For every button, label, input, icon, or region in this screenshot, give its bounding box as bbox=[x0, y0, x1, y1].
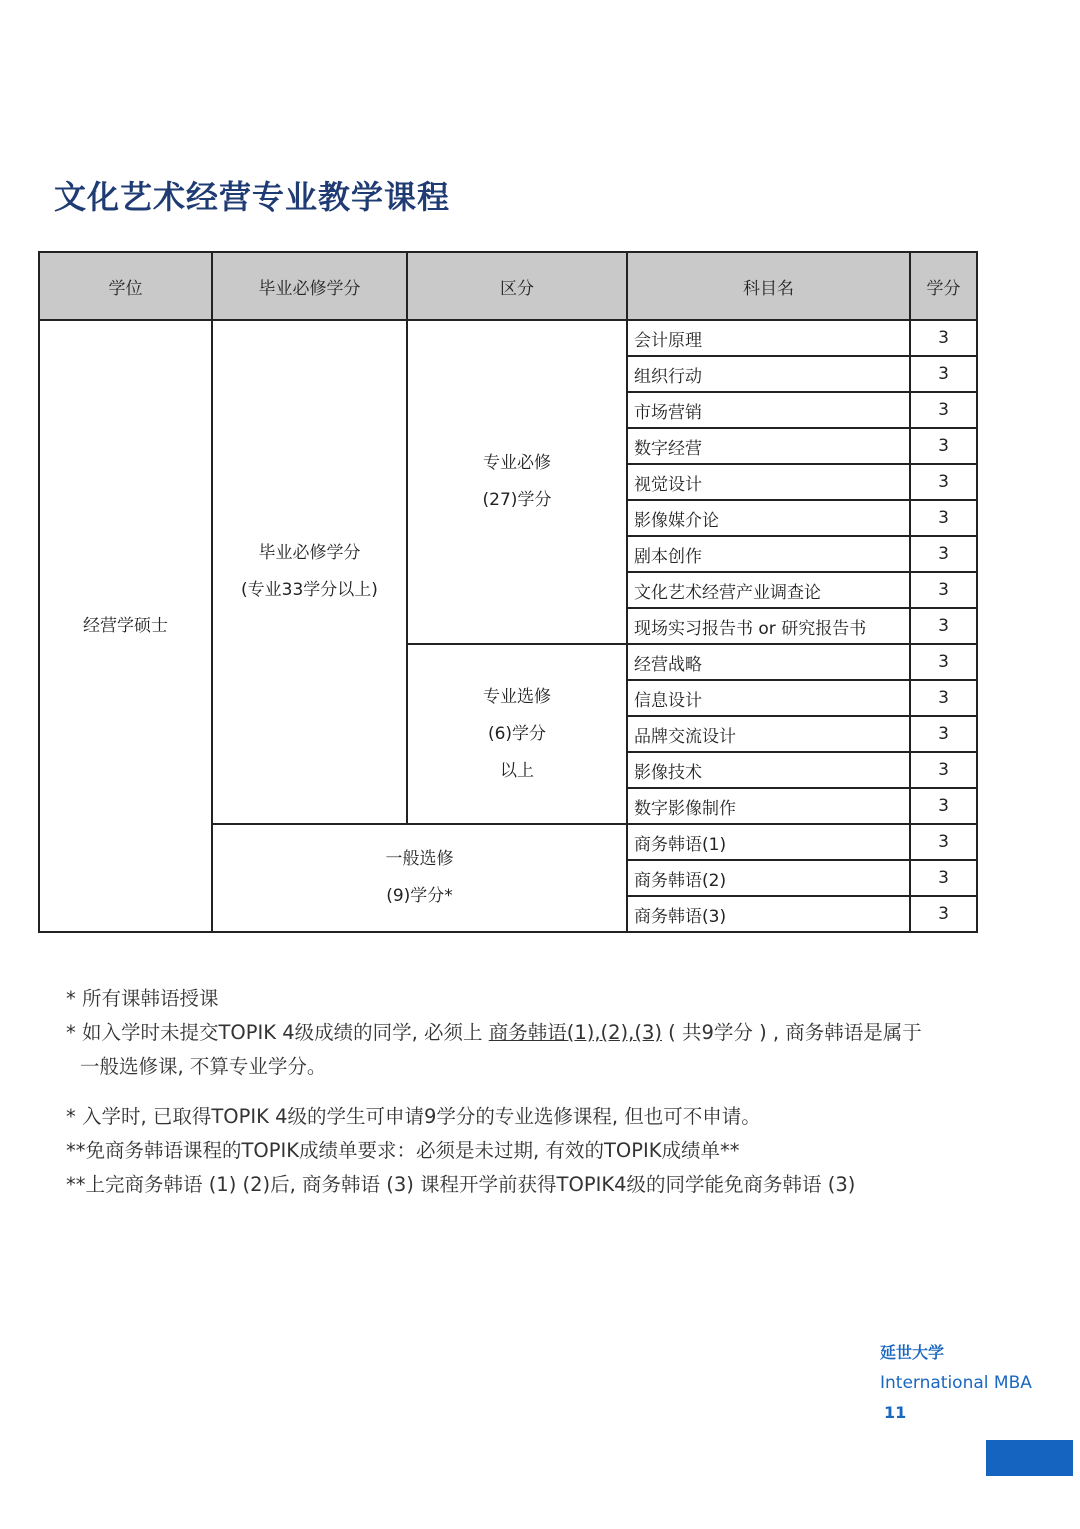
subject-credit: 3 bbox=[910, 788, 977, 824]
major-required-cell bbox=[407, 320, 627, 644]
subject-name: 数字经营 bbox=[627, 428, 910, 464]
grad-required-detail: (专业33学分以上) bbox=[241, 580, 378, 600]
major-elective-cell bbox=[407, 644, 627, 824]
subject-credit: 3 bbox=[910, 536, 977, 572]
subject-name: 商务韩语(3) bbox=[627, 896, 910, 932]
subject-name: 影像技术 bbox=[627, 752, 910, 788]
degree-label: 经营学硕士 bbox=[83, 615, 168, 636]
note-topik-requirement bbox=[66, 1016, 922, 1050]
grad-required-cell bbox=[212, 320, 407, 824]
subject-name: 信息设计 bbox=[627, 680, 910, 716]
major-elective-credits: (6)学分 bbox=[487, 723, 547, 744]
subject-name: 商务韩语(2) bbox=[627, 860, 910, 896]
major-required-label: 专业必修 bbox=[483, 453, 551, 473]
subject-credit: 3 bbox=[910, 500, 977, 536]
general-elective-credits: (9)学分* bbox=[386, 886, 453, 906]
general-elective-label: 一般选修 bbox=[385, 849, 454, 869]
subject-credit: 3 bbox=[910, 860, 977, 896]
major-elective-suffix: 以上 bbox=[500, 760, 534, 781]
subject-credit: 3 bbox=[910, 716, 977, 752]
subject-credit: 3 bbox=[910, 392, 977, 428]
subject-credit: 3 bbox=[910, 572, 977, 608]
note-exemption: **上完商务韩语 (1) (2)后, 商务韩语 (3) 课程开学前获得TOPIK4级的同学能免商务韩语 (3) bbox=[66, 1173, 856, 1196]
subject-credit: 3 bbox=[910, 608, 977, 644]
subject-name: 品牌交流设计 bbox=[627, 716, 910, 752]
notes-section bbox=[66, 982, 922, 1202]
subject-credit: 3 bbox=[910, 824, 977, 860]
university-name: 延世大学 bbox=[880, 1343, 945, 1362]
page-number: 11 bbox=[884, 1403, 907, 1422]
accent-block bbox=[986, 1440, 1073, 1476]
table-header-row bbox=[39, 252, 977, 320]
major-required-credits: (27)学分 bbox=[482, 490, 552, 510]
subject-credit: 3 bbox=[910, 428, 977, 464]
header-credit: 学分 bbox=[910, 252, 977, 320]
subject-name: 现场实习报告书 or 研究报告书 bbox=[627, 608, 910, 644]
header-category: 区分 bbox=[407, 252, 627, 320]
subject-credit: 3 bbox=[910, 896, 977, 932]
subject-name: 商务韩语(1) bbox=[627, 824, 910, 860]
grad-required-label: 毕业必修学分 bbox=[258, 543, 361, 563]
header-degree: 学位 bbox=[39, 252, 212, 320]
note-topik-text: * 如入学时未提交TOPIK 4级成绩的同学, 必须上 bbox=[66, 1021, 489, 1044]
note-topik-credits: ( 共9学分 ) , 商务韩语是属于 bbox=[661, 1021, 922, 1044]
subject-name: 剧本创作 bbox=[627, 536, 910, 572]
table-row bbox=[39, 320, 977, 356]
subject-credit: 3 bbox=[910, 356, 977, 392]
note-topik-validity: **免商务韩语课程的TOPIK成绩单要求：必须是未过期, 有效的TOPIK成绩单** bbox=[66, 1139, 740, 1162]
subject-name: 文化艺术经营产业调查论 bbox=[627, 572, 910, 608]
subject-name: 组织行动 bbox=[627, 356, 910, 392]
subject-name: 影像媒介论 bbox=[627, 500, 910, 536]
note-korean-teaching: * 所有课韩语授课 bbox=[66, 987, 219, 1010]
subject-name: 会计原理 bbox=[627, 320, 910, 356]
subject-credit: 3 bbox=[910, 464, 977, 500]
subject-credit: 3 bbox=[910, 644, 977, 680]
brand-footer bbox=[880, 1338, 1032, 1428]
subject-name: 市场营销 bbox=[627, 392, 910, 428]
subject-name: 视觉设计 bbox=[627, 464, 910, 500]
page-title: 文化艺术经营专业教学课程 bbox=[54, 178, 451, 216]
note-topik-continuation: 一般选修课, 不算专业学分。 bbox=[80, 1055, 327, 1078]
curriculum-table bbox=[38, 251, 978, 933]
major-elective-label: 专业选修 bbox=[483, 686, 551, 707]
subject-credit: 3 bbox=[910, 752, 977, 788]
subject-credit: 3 bbox=[910, 680, 977, 716]
general-elective-cell bbox=[212, 824, 627, 932]
subject-credit: 3 bbox=[910, 320, 977, 356]
note-elective-option: * 入学时, 已取得TOPIK 4级的学生可申请9学分的专业选修课程, 但也可不申请。 bbox=[66, 1105, 761, 1128]
header-grad-credits: 毕业必修学分 bbox=[212, 252, 407, 320]
subject-name: 数字影像制作 bbox=[627, 788, 910, 824]
subject-name: 经营战略 bbox=[627, 644, 910, 680]
degree-cell bbox=[39, 320, 212, 932]
program-name: International MBA bbox=[880, 1373, 1032, 1393]
note-business-korean-courses: 商务韩语(1),(2),(3) bbox=[488, 1021, 662, 1044]
header-subject: 科目名 bbox=[627, 252, 910, 320]
